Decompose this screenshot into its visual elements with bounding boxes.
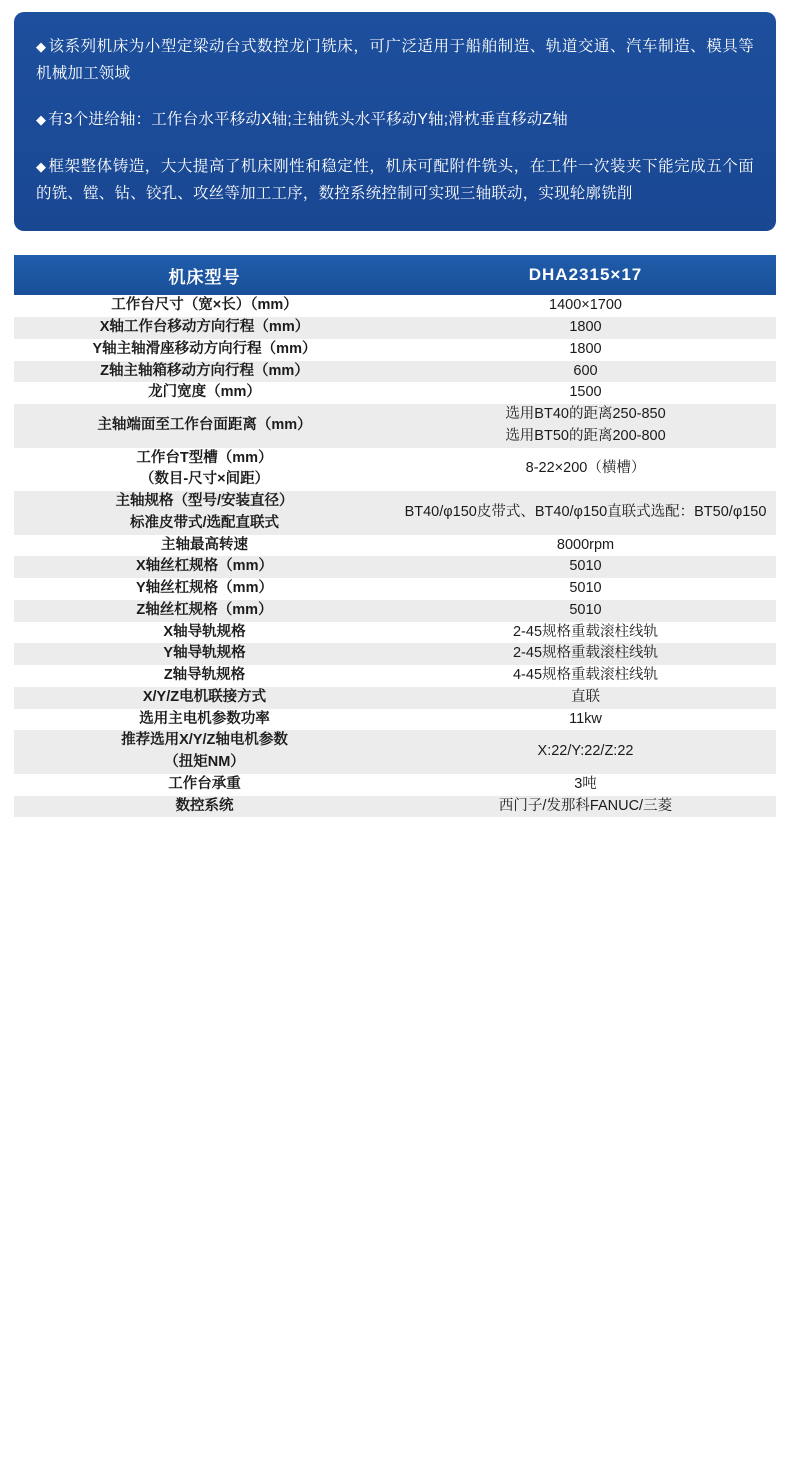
row-value-line-1: 选用BT40的距离250-850 — [505, 406, 666, 423]
intro-text-3: 框架整体铸造，大大提高了机床刚性和稳定性，机床可配附件铣头，在工件一次装夹下能完成五个面的铣、镗、钻、铰孔、攻丝等加工工序，数控系统控制可实现三轴联动，实现轮廓铣削 — [36, 157, 754, 202]
spec-table — [14, 255, 776, 817]
table-row — [14, 382, 776, 404]
intro-text-2: 有3个进给轴：工作台水平移动X轴;主轴铣头水平移动Y轴;滑枕垂直移动Z轴 — [48, 111, 568, 129]
row-value: 600 — [395, 361, 776, 383]
table-row — [14, 600, 776, 622]
row-value: 3吨 — [395, 774, 776, 796]
row-label-line-1: 主轴规格（型号/安装直径） — [115, 493, 294, 510]
table-row — [14, 535, 776, 557]
intro-text-1: 该系列机床为小型定梁动台式数控龙门铣床，可广泛适用于船舶制造、轨道交通、汽车制造、模具等机械加工领域 — [36, 38, 754, 82]
spec-table-wrapper — [14, 255, 776, 835]
row-value: 4-45规格重载滚柱线轨 — [395, 665, 776, 687]
table-header-row — [14, 255, 776, 295]
row-value-multiline — [395, 404, 776, 448]
row-label: Z轴丝杠规格（mm） — [14, 600, 395, 622]
row-value: 2-45规格重载滚柱线轨 — [395, 622, 776, 644]
row-label: 数控系统 — [14, 796, 395, 818]
row-label: X轴导轨规格 — [14, 622, 395, 644]
row-value: 5010 — [395, 578, 776, 600]
row-value: 5010 — [395, 556, 776, 578]
table-row — [14, 709, 776, 731]
row-value-line-2: 选用BT50的距离200-800 — [505, 427, 666, 444]
row-label-multiline — [14, 448, 395, 492]
row-value: 西门子/发那科FANUC/三菱 — [395, 796, 776, 818]
row-label: X轴工作台移动方向行程（mm） — [14, 317, 395, 339]
row-label: 选用主电机参数功率 — [14, 709, 395, 731]
row-label: Y轴丝杠规格（mm） — [14, 578, 395, 600]
row-label-line-2: 标准皮带式/选配直联式 — [129, 514, 280, 531]
header-model-value: DHA2315×17 — [395, 255, 776, 295]
spec-table-body — [14, 295, 776, 817]
row-value: 1400×1700 — [395, 295, 776, 317]
row-label: X轴丝杠规格（mm） — [14, 556, 395, 578]
row-label-line-2: （数目-尺寸×间距） — [139, 471, 270, 488]
row-label-line-1: 工作台T型槽（mm） — [136, 449, 273, 466]
row-label: 主轴最高转速 — [14, 535, 395, 557]
row-value: X:22/Y:22/Z:22 — [395, 730, 776, 774]
table-row — [14, 578, 776, 600]
row-label: Y轴导轨规格 — [14, 643, 395, 665]
intro-paragraph-3 — [36, 154, 754, 207]
row-value: 8-22×200（横槽） — [395, 448, 776, 492]
row-label-line-1: 推荐选用X/Y/Z轴电机参数 — [121, 732, 288, 749]
row-value: 2-45规格重载滚柱线轨 — [395, 643, 776, 665]
row-label: Z轴主轴箱移动方向行程（mm） — [14, 361, 395, 383]
spec-table-head — [14, 255, 776, 295]
table-row — [14, 404, 776, 448]
bullet-icon: ◆ — [36, 158, 47, 174]
table-row — [14, 665, 776, 687]
row-value: 1800 — [395, 339, 776, 361]
row-label: Z轴导轨规格 — [14, 665, 395, 687]
table-row — [14, 796, 776, 818]
table-row — [14, 361, 776, 383]
row-value: 5010 — [395, 600, 776, 622]
row-label: 工作台尺寸（宽×长）（mm） — [14, 295, 395, 317]
row-label: X/Y/Z电机联接方式 — [14, 687, 395, 709]
row-label: 主轴端面至工作台面距离（mm） — [14, 404, 395, 448]
table-row — [14, 339, 776, 361]
row-label: Y轴主轴滑座移动方向行程（mm） — [14, 339, 395, 361]
table-row — [14, 643, 776, 665]
row-value: 1800 — [395, 317, 776, 339]
table-row — [14, 295, 776, 317]
row-value: BT40/φ150皮带式、BT40/φ150直联式选配：BT50/φ150 — [395, 491, 776, 535]
row-label: 工作台承重 — [14, 774, 395, 796]
table-row — [14, 448, 776, 492]
table-row — [14, 687, 776, 709]
row-label-line-2: （扭矩NM） — [164, 754, 245, 771]
row-label-multiline — [14, 491, 395, 535]
bullet-icon: ◆ — [36, 112, 47, 128]
table-row — [14, 622, 776, 644]
row-label: 龙门宽度（mm） — [14, 382, 395, 404]
bullet-icon: ◆ — [36, 39, 47, 54]
row-value: 11kw — [395, 709, 776, 731]
intro-paragraph-2 — [36, 107, 754, 134]
row-value: 1500 — [395, 382, 776, 404]
table-row — [14, 774, 776, 796]
header-model-label: 机床型号 — [14, 255, 395, 295]
table-row — [14, 556, 776, 578]
row-value: 8000rpm — [395, 535, 776, 557]
table-row — [14, 491, 776, 535]
row-label-multiline — [14, 730, 395, 774]
table-row — [14, 730, 776, 774]
table-row — [14, 317, 776, 339]
intro-paragraph-1 — [36, 34, 754, 87]
intro-banner — [14, 12, 776, 231]
row-value: 直联 — [395, 687, 776, 709]
